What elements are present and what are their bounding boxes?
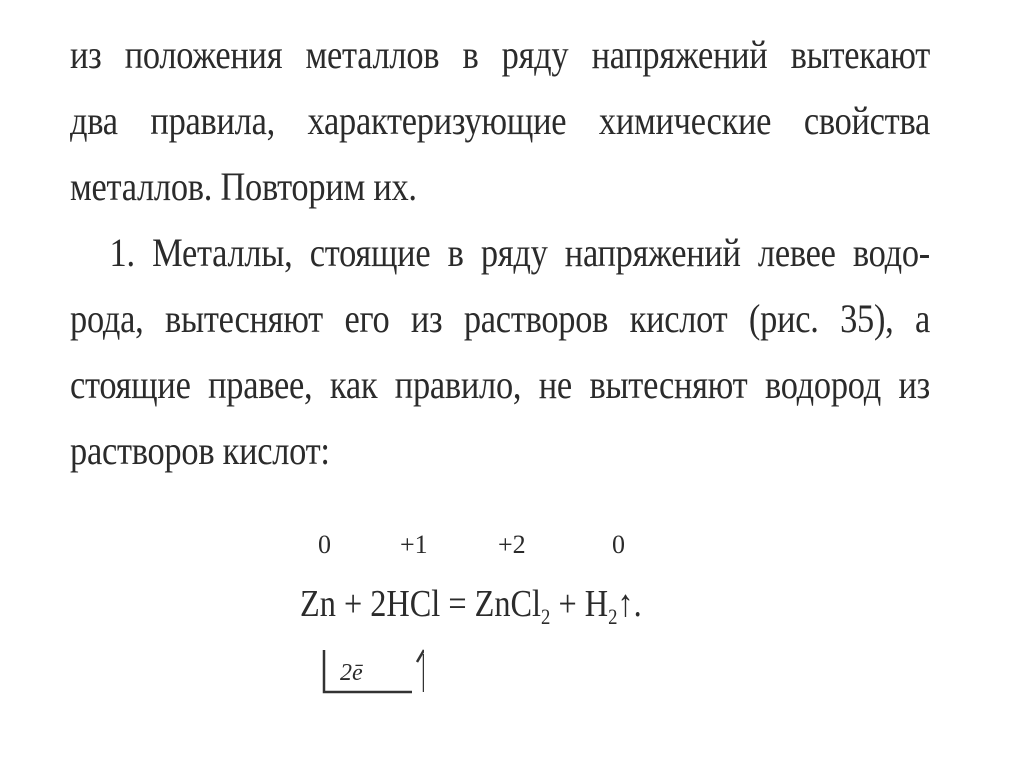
- zncl-text: ZnCl: [474, 583, 542, 625]
- text-line-5: рода, вытесняют его из растворов кислот (рис. 35), а: [70, 296, 930, 341]
- product-h2: [584, 583, 618, 629]
- text-line-4: 1. Металлы, стоящие в ряду напряжений левее водо-: [109, 230, 930, 275]
- text-line-3: металлов. Повторим их.: [70, 164, 417, 209]
- equals-sign: =: [448, 583, 467, 625]
- chemical-equation: [300, 530, 720, 730]
- subscript-2: 2: [541, 604, 551, 629]
- text-line-2: два правила, характеризующие химические свойства: [70, 98, 930, 143]
- text-line-6: стоящие правее, как правило, не вытесняют водород из: [70, 362, 930, 407]
- reactant-zn: Zn: [300, 583, 336, 625]
- plus-sign-2: +: [558, 583, 577, 625]
- h-text: H: [584, 583, 609, 625]
- product-zncl2: [474, 583, 551, 629]
- equation-line: [300, 582, 642, 630]
- plus-sign-1: +: [343, 583, 363, 625]
- oxidation-state-zn-product: +2: [498, 530, 526, 559]
- reactant-hcl: 2HCl: [370, 583, 441, 625]
- text-block: [70, 22, 930, 484]
- electron-transfer-arrow-icon: [320, 648, 424, 696]
- text-line-7: растворов кислот:: [70, 428, 330, 473]
- electron-transfer-label: 2ē: [340, 660, 363, 686]
- oxidation-state-zn: 0: [318, 530, 331, 559]
- oxidation-state-h2: 0: [612, 530, 625, 559]
- oxidation-state-h: +1: [400, 530, 428, 559]
- gas-arrow: ↑.: [617, 583, 642, 625]
- subscript-2b: 2: [608, 604, 618, 629]
- text-line-1: из положения металлов в ряду напряжений вытекают: [70, 32, 930, 77]
